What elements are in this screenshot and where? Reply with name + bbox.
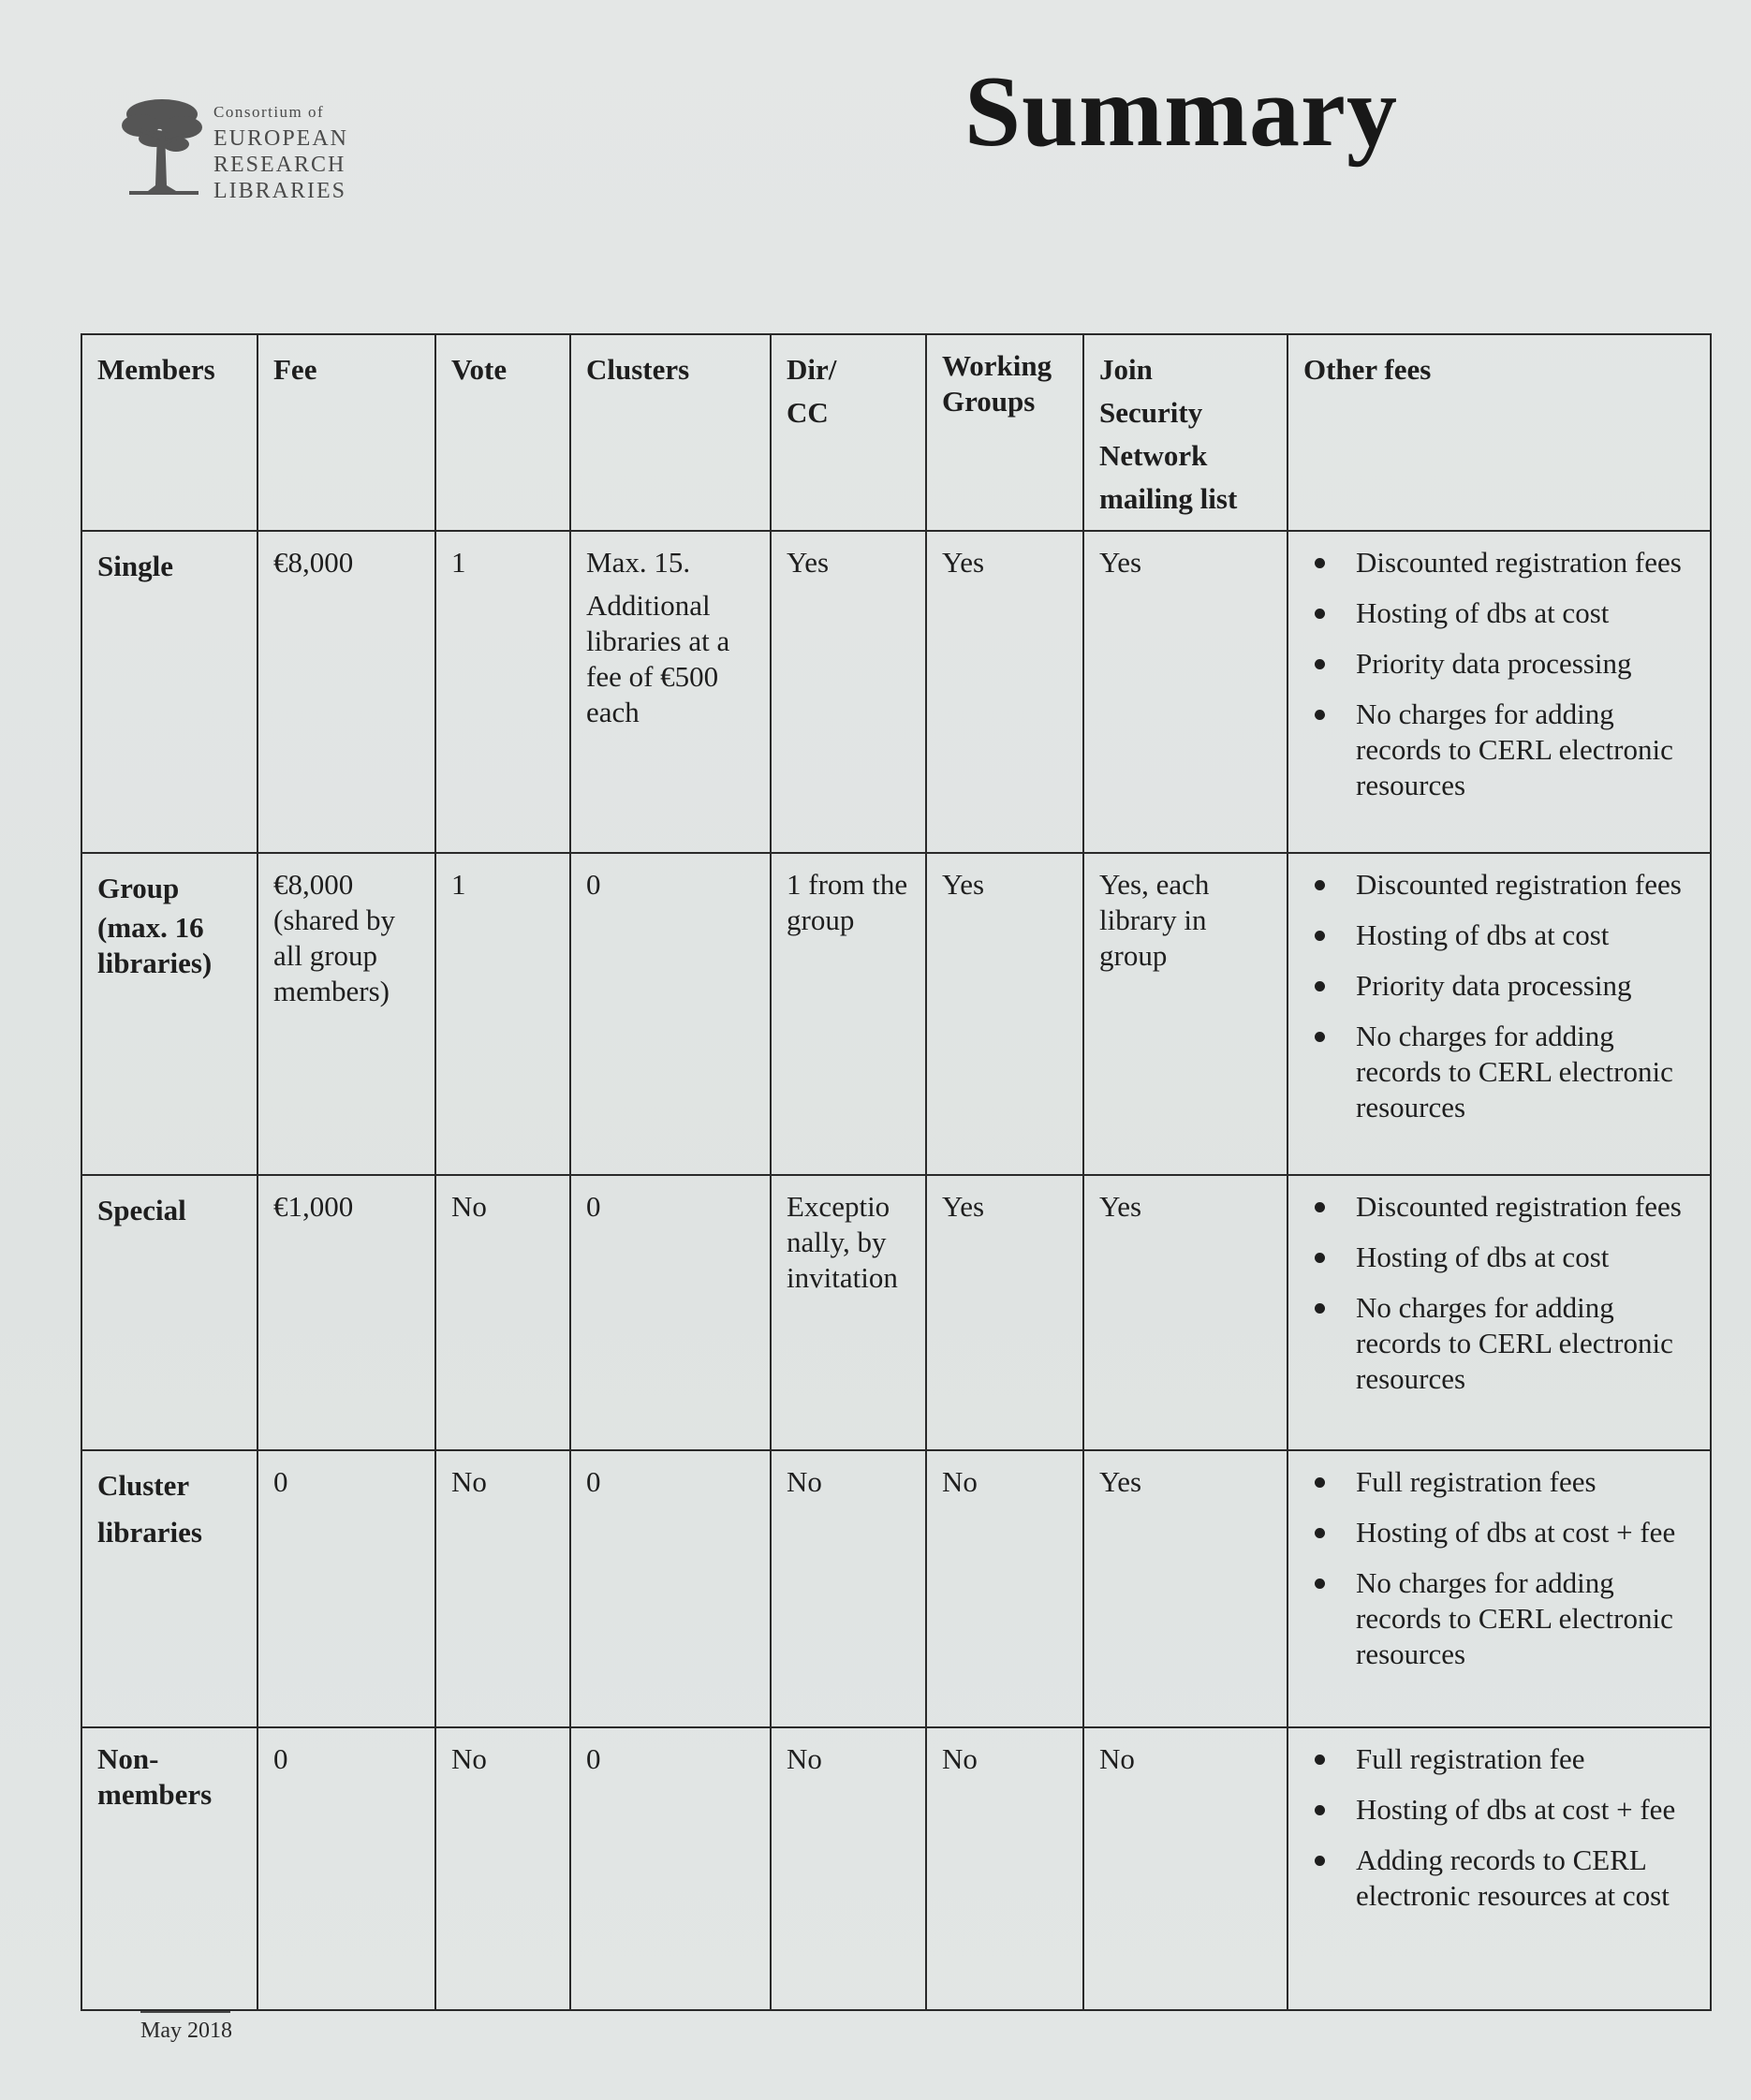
logo-line4: LIBRARIES [213, 179, 347, 203]
header-join-line2: Security [1099, 396, 1203, 429]
footer-divider [140, 2011, 230, 2013]
list-item: Full registration fee [1356, 1741, 1695, 1777]
cell-working-groups: Yes [926, 531, 1083, 853]
table-row-cluster-libraries [81, 1450, 1711, 1727]
cell-dir-cc: No [771, 1450, 926, 1727]
cell-members [81, 853, 258, 1175]
cell-vote: No [435, 1727, 570, 2010]
header-join-security-network [1083, 334, 1288, 531]
list-item: Hosting of dbs at cost [1356, 595, 1695, 631]
header-members: Members [81, 334, 258, 531]
cell-working-groups: No [926, 1727, 1083, 2010]
cell-join: Yes, each library in group [1083, 853, 1288, 1175]
tree-icon [120, 94, 204, 198]
header-dir-cc-line1: Dir/ [787, 353, 837, 386]
cell-members: Non-members [81, 1727, 258, 2010]
cell-other-fees [1288, 1727, 1711, 2010]
logo-line3: RESEARCH [213, 153, 346, 177]
list-item: No charges for adding records to CERL electronic resources [1356, 1565, 1695, 1672]
cell-dir-cc: Exceptio nally, by invitation [771, 1175, 926, 1450]
cell-members-line2: (max. 16 libraries) [97, 911, 213, 979]
header-join-line1: Join [1099, 353, 1153, 386]
list-item: Discounted registration fees [1356, 867, 1695, 903]
list-item: Hosting of dbs at cost [1356, 1240, 1695, 1275]
cell-dir-cc: Yes [771, 531, 926, 853]
cell-vote: 1 [435, 853, 570, 1175]
table-row-non-members [81, 1727, 1711, 2010]
cell-fee: 0 [258, 1450, 435, 1727]
cell-dir-cc: No [771, 1727, 926, 2010]
header-clusters: Clusters [570, 334, 771, 531]
cell-fee: €1,000 [258, 1175, 435, 1450]
other-fees-list [1303, 545, 1695, 803]
cell-vote: No [435, 1175, 570, 1450]
footer-date: May 2018 [140, 2019, 232, 2043]
cell-members-line1: Cluster [97, 1469, 190, 1502]
cell-clusters-line2: Additional libraries at a fee of €500 each [586, 589, 730, 728]
cell-fee: 0 [258, 1727, 435, 2010]
list-item: Priority data processing [1356, 968, 1695, 1004]
list-item: Adding records to CERL electronic resources at cost [1356, 1843, 1695, 1914]
cell-join: No [1083, 1727, 1288, 2010]
cell-join: Yes [1083, 1450, 1288, 1727]
list-item: Hosting of dbs at cost + fee [1356, 1792, 1695, 1828]
cell-fee: €8,000 [258, 531, 435, 853]
header-dir-cc-line2: CC [787, 396, 829, 429]
cell-join: Yes [1083, 1175, 1288, 1450]
list-item: Hosting of dbs at cost [1356, 918, 1695, 953]
header-fee: Fee [258, 334, 435, 531]
other-fees-list [1303, 1464, 1695, 1672]
list-item: No charges for adding records to CERL electronic resources [1356, 697, 1695, 803]
cell-clusters: 0 [570, 1450, 771, 1727]
cell-working-groups: No [926, 1450, 1083, 1727]
list-item: Priority data processing [1356, 646, 1695, 682]
cell-clusters [570, 531, 771, 853]
header-join-line3: Network [1099, 439, 1208, 472]
cell-members: Single [81, 531, 258, 853]
cell-other-fees [1288, 1175, 1711, 1450]
list-item: No charges for adding records to CERL electronic resources [1356, 1019, 1695, 1125]
table-row-single [81, 531, 1711, 853]
cell-members [81, 1450, 258, 1727]
cell-clusters: 0 [570, 853, 771, 1175]
logo-line2: EUROPEAN [213, 126, 349, 151]
other-fees-list [1303, 1189, 1695, 1397]
other-fees-list [1303, 1741, 1695, 1914]
table-header-row [81, 334, 1711, 531]
cell-other-fees [1288, 531, 1711, 853]
header-join-line4: mailing list [1099, 482, 1238, 515]
membership-summary-table [81, 333, 1712, 2011]
header-working-groups-line1: Working [942, 349, 1052, 382]
cell-dir-cc: 1 from the group [771, 853, 926, 1175]
cerl-logo [120, 94, 382, 206]
table-row-special [81, 1175, 1711, 1450]
logo-line1: Consortium of [213, 103, 325, 121]
list-item: No charges for adding records to CERL electronic resources [1356, 1290, 1695, 1397]
table-row-group [81, 853, 1711, 1175]
header-working-groups [926, 334, 1083, 531]
cell-vote: 1 [435, 531, 570, 853]
cell-other-fees [1288, 1450, 1711, 1727]
other-fees-list [1303, 867, 1695, 1125]
page-title: Summary [964, 56, 1398, 168]
header-other-fees: Other fees [1288, 334, 1711, 531]
list-item: Discounted registration fees [1356, 545, 1695, 580]
cell-members-line1: Group [97, 872, 180, 904]
cell-join: Yes [1083, 531, 1288, 853]
list-item: Full registration fees [1356, 1464, 1695, 1500]
cell-clusters: 0 [570, 1727, 771, 2010]
cell-fee: €8,000 (shared by all group members) [258, 853, 435, 1175]
cell-clusters-line1: Max. 15. [586, 546, 691, 579]
header-dir-cc [771, 334, 926, 531]
cell-clusters: 0 [570, 1175, 771, 1450]
cell-working-groups: Yes [926, 1175, 1083, 1450]
cell-other-fees [1288, 853, 1711, 1175]
list-item: Discounted registration fees [1356, 1189, 1695, 1225]
cell-working-groups: Yes [926, 853, 1083, 1175]
cell-members-line2: libraries [97, 1516, 202, 1549]
list-item: Hosting of dbs at cost + fee [1356, 1515, 1695, 1550]
header-vote: Vote [435, 334, 570, 531]
cell-vote: No [435, 1450, 570, 1727]
cell-members: Special [81, 1175, 258, 1450]
header-working-groups-line2: Groups [942, 385, 1036, 418]
